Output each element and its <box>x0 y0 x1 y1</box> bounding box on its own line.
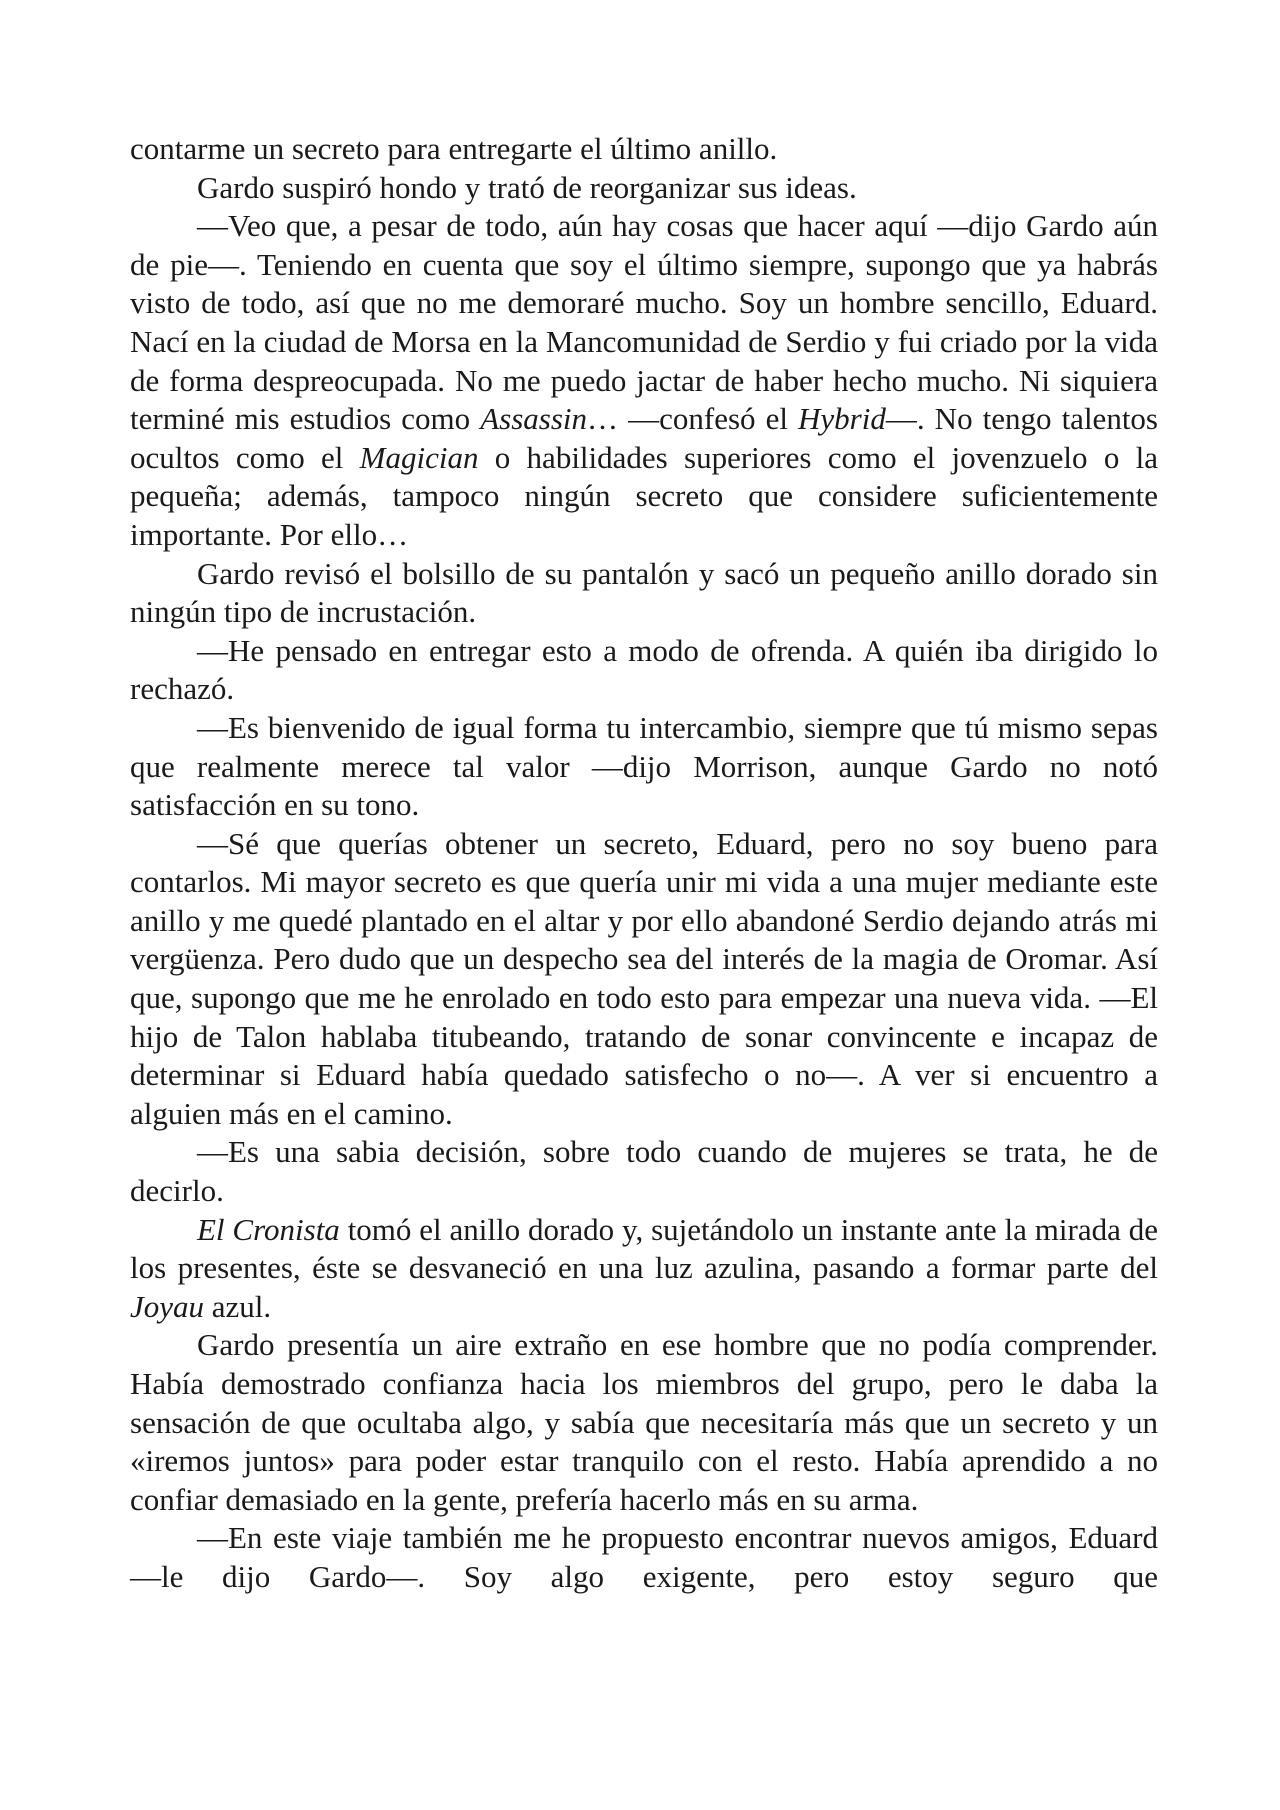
paragraph-text: —He pensado en entregar esto a modo de ofrenda. A quién iba dirigido lo rechazó. <box>130 632 1158 707</box>
paragraph-text: Gardo revisó el bolsillo de su pantalón y sacó un pequeño anillo dorado sin ningún tipo de incrustación. <box>130 555 1158 630</box>
paragraph-text: Gardo suspiró hondo y trató de reorganizar sus ideas. <box>197 169 857 205</box>
paragraph-text: azul. <box>204 1288 272 1324</box>
paragraph <box>130 632 1158 709</box>
paragraph-text: contarme un secreto para entregarte el último anillo. <box>130 131 778 166</box>
paragraph-text: —Sé que querías obtener un secreto, Eduard, pero no soy bueno para contarlos. Mi mayor secreto es que quería unir mi vida a una mujer mediante este anillo y me quedé plantado en el altar y por ello abandoné Serdio dejando atrás mi vergüenza. Pero dudo que un despecho sea del interés de la magia de Oromar. Así que, supongo que me he enrolado en todo esto para empezar una nueva vida. —El hijo de Talon hablaba titubeando, tratando de sonar convincente e incapaz de determinar si Eduard había quedado satisfecho o no—. A ver si encuentro a alguien más en el camino. <box>130 825 1158 1131</box>
paragraph <box>130 1519 1158 1596</box>
paragraph <box>130 130 1158 169</box>
paragraph <box>130 169 1158 208</box>
paragraph-text: —. No tengo talentos ocultos como el <box>130 401 1158 475</box>
page-body <box>130 130 1158 1597</box>
paragraph <box>130 1133 1158 1210</box>
paragraph-text: tomó el anillo dorado y, sujetándolo un instante ante la mirada de los presentes, éste se desvaneció en una luz azulina, pasando a formar parte del <box>130 1211 1158 1286</box>
paragraph-text: Gardo presentía un aire extraño en ese hombre que no podía comprender. Había demostrado confianza hacia los miembros del grupo, pero le daba la sensación de que ocultaba algo, y sabía que necesitaría más que un secreto y un «iremos juntos» para poder estar tranquilo con el resto. Había aprendido a no confiar demasiado en la gente, prefería hacerlo más en su arma. <box>130 1327 1158 1517</box>
paragraph-text: —En este viaje también me he propuesto encontrar nuevos amigos, Eduard —le dijo Gardo—. Soy algo exigente, pero estoy seguro que <box>130 1520 1158 1594</box>
italic-text: Assassin <box>480 401 588 437</box>
paragraph <box>130 1211 1158 1327</box>
paragraph-text: —Es una sabia decisión, sobre todo cuando de mujeres se trata, he de decirlo. <box>130 1134 1158 1209</box>
italic-text: Magician <box>359 439 479 475</box>
paragraph <box>130 555 1158 632</box>
paragraph-text: o habilidades superiores como el jovenzuelo o la pequeña; además, tampoco ningún secreto que considere suficientemente importante. Por ello… <box>130 439 1158 552</box>
paragraph <box>130 825 1158 1134</box>
paragraph-text: —Veo que, a pesar de todo, aún hay cosas que hacer aquí —dijo Gardo aún de pie—. Teniendo en cuenta que soy el último siempre, supongo que ya habrás visto de todo, así que no me demoraré mucho. Soy un hombre sencillo, Eduard. Nací en la ciudad de Morsa en la Mancomunidad de Serdio y fui criado por la vida de forma despreocupada. No me puedo jactar de haber hecho mucho. Ni siquiera terminé mis estudios como <box>130 208 1158 437</box>
paragraph-text: —Es bienvenido de igual forma tu intercambio, siempre que tú mismo sepas que realmente merece tal valor —dijo Morrison, aunque Gardo no notó satisfacción en su tono. <box>130 709 1158 823</box>
paragraph <box>130 1326 1158 1519</box>
italic-text: El Cronista <box>197 1211 340 1247</box>
paragraph-text: … —confesó el <box>587 401 799 437</box>
paragraph <box>130 207 1158 554</box>
paragraph <box>130 709 1158 825</box>
italic-text: Hybrid <box>798 401 886 437</box>
italic-text: Joyau <box>130 1288 205 1324</box>
